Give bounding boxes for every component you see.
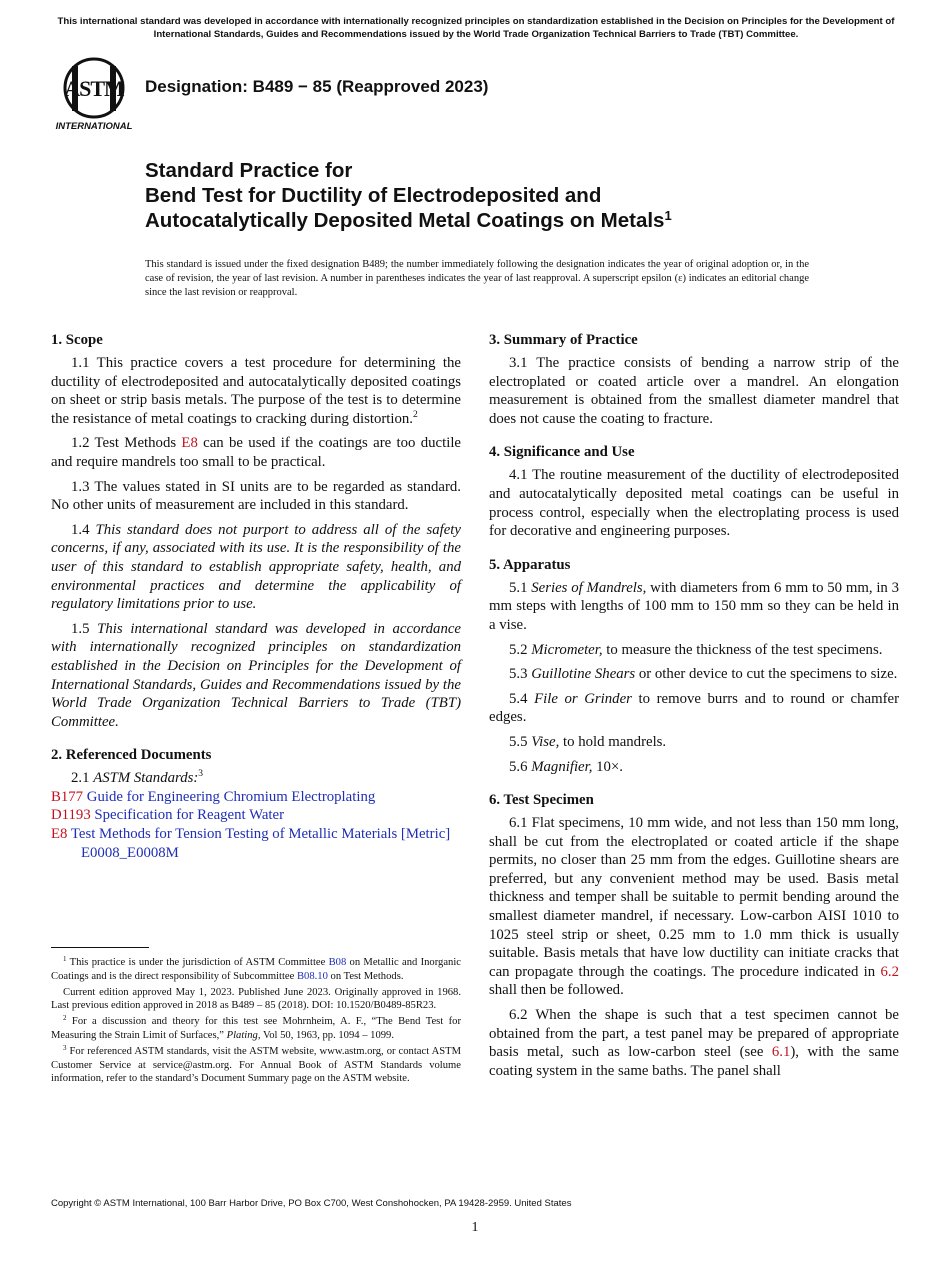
- summary-heading: 3. Summary of Practice: [489, 332, 638, 348]
- reference-code[interactable]: E8: [51, 826, 68, 843]
- para-1-5-text: This international standard was developed in accordance with internationally recognized principles on standardization established in the Decision on Principles for the Development of International Standards, Guides and Recommendations issued by the World Trade Organization Technical Barriers to Trade (TBT) Committee.: [51, 620, 461, 730]
- apparatus-text: to remove burrs and to round or chamfer edges.: [489, 690, 899, 726]
- apparatus-term: File or Grinder: [534, 690, 632, 707]
- title-line-3: [145, 208, 865, 233]
- apparatus-text: to hold mandrels.: [559, 733, 667, 750]
- logo-lettering: ASTM: [64, 76, 124, 101]
- document-title: [145, 158, 865, 233]
- para-4-1: 4.1 The routine measurement of the ductility of electrodeposited and autocatalytically deposited metal coatings can be useful in process control, especially when the electroplating process is used for decorative and engineering purposes.: [489, 467, 899, 540]
- page-number: 1: [471, 1220, 479, 1235]
- wto-notice: This international standard was developed in accordance with internationally recognized principles on standardization established in the Decision on Principles for the Development of International Standards, Guides and Recommendations issued by the World Trade Organization Technical Barriers to Trade (TBT) Committee.: [57, 16, 895, 40]
- link-6-1[interactable]: 6.1: [771, 1044, 791, 1061]
- reference-title[interactable]: Specification for Reagent Water: [90, 807, 285, 824]
- apparatus-text: to measure the thickness of the test specimens.: [602, 641, 883, 658]
- apparatus-item: [489, 690, 899, 727]
- title-line-2: Bend Test for Ductility of Electrodeposited and: [145, 184, 602, 207]
- footnote-1-text-c: on Test Methods.: [327, 970, 404, 982]
- para-1-4-num: 1.4: [71, 521, 96, 538]
- logo-sub: INTERNATIONAL: [55, 121, 133, 132]
- footnote-3: [51, 1045, 461, 1086]
- title-line-1: Standard Practice for: [145, 159, 353, 182]
- significance-heading: 4. Significance and Use: [489, 444, 635, 461]
- footnote-2-journal: Plating,: [226, 1029, 261, 1041]
- apparatus-item: [489, 641, 899, 660]
- footnote-3-mark: 3: [63, 1043, 67, 1052]
- para-1-5-num: 1.5: [71, 620, 98, 637]
- apparatus-text: 10×.: [592, 758, 623, 775]
- footnote-ref-2[interactable]: 2: [413, 409, 418, 420]
- reference-title[interactable]: Test Methods for Tension Testing of Metallic Materials [Metric] E0008_E0008M: [67, 826, 451, 861]
- para-1-4-text: This standard does not purport to address all of the safety concerns, if any, associated with its use. It is the responsibility of the user of this standard to establish appropriate safety, health, and environmental practices and determine the applicability of regulatory limitations prior to use.: [51, 521, 461, 613]
- apparatus-item: [489, 733, 899, 752]
- copyright: Copyright © ASTM International, 100 Barr Harbor Drive, PO Box C700, West Conshohocken, PA 19428-2959. United States: [51, 1198, 572, 1209]
- apparatus-num: 5.6: [509, 758, 532, 775]
- apparatus-heading: 5. Apparatus: [489, 556, 571, 573]
- reference-title[interactable]: Guide for Engineering Chromium Electroplating: [83, 788, 376, 805]
- reference-lead-text: ASTM Standards:: [93, 770, 199, 787]
- apparatus-num: 5.4: [509, 690, 535, 707]
- referenced-heading: 2. Referenced Documents: [51, 747, 212, 764]
- astm-logo-icon: [52, 54, 136, 134]
- title-line-3-text: Autocatalytically Deposited Metal Coatings on Metals: [145, 209, 665, 232]
- section-significance: [489, 442, 899, 540]
- section-summary: [489, 330, 899, 428]
- reference-lead-num: 2.1: [71, 770, 94, 787]
- para-1-1: [51, 354, 461, 428]
- footnote-divider: [51, 947, 149, 948]
- para-1-1-text: 1.1 This practice covers a test procedure for determining the ductility of electrodeposited and autocatalytically deposited coatings on sheet or strip basis metals. The purpose of the test is to determine the resistance of metal coatings to cracking during distortion.: [51, 355, 461, 427]
- section-scope: [51, 330, 461, 731]
- para-1-2-text-b: can be used if the coatings are too ductile and require mandrels too small to be practical.: [51, 435, 462, 470]
- link-6-2[interactable]: 6.2: [880, 963, 899, 980]
- footnote-2-text-b: Vol 50, 1963, pp. 1094 – 1099.: [260, 1029, 394, 1041]
- reference-item[interactable]: [51, 825, 461, 862]
- apparatus-num: 5.1: [509, 579, 532, 596]
- footnote-2: [51, 1015, 461, 1043]
- apparatus-item: [489, 665, 899, 684]
- reference-code[interactable]: B177: [51, 788, 84, 805]
- para-3-1: 3.1 The practice consists of bending a narrow strip of the electroplated or coated article over a mandrel. An elongation measurement is obtained from the smallest diameter mandrel that does not cause the coating to fracture.: [489, 355, 899, 427]
- para-1-5: [51, 620, 461, 732]
- issue-note: This standard is issued under the fixed designation B489; the number immediately following the designation indicates the year of original adoption or, in the case of revision, the year of last revision. A number in parentheses indicates the year of last reapproval. A superscript epsilon (ε) indicates an editorial change since the last revision or reapproval.: [145, 259, 809, 299]
- apparatus-term: Guillotine Shears: [531, 666, 636, 683]
- apparatus-num: 5.2: [509, 641, 532, 658]
- para-1-2: [51, 434, 461, 471]
- apparatus-item: [489, 758, 899, 777]
- para-1-2-text-a: 1.2 Test Methods: [71, 435, 182, 452]
- section-referenced-documents: [51, 745, 461, 862]
- link-e8[interactable]: E8: [181, 435, 198, 452]
- para-1-3: 1.3 The values stated in SI units are to be regarded as standard. No other units of measurement are included in this standard.: [51, 478, 461, 514]
- footnote-1-text-b: on Metallic and Inorganic Coatings and is the direct responsibility of Subcommittee: [51, 957, 461, 982]
- apparatus-num: 5.3: [509, 666, 532, 683]
- para-6-1-text-a: 6.1 Flat specimens, 10 mm wide, and not less than 150 mm long, shall be cut from the electroplated or coated article if the shape permits, no closer than 25 mm from the edges. Guillotine shears are preferred, but any convenient method may be used. Basis metal thickness and temper shall be suitable to permit bending around the smallest diameter mandrel, if necessary. Low-carbon AISI 1010 to 1025 steel strip or sheet, 0.25 mm to 1.0 mm thick is usually suitable. Basis metals that have low ductility can initiate cracks that can propagate through the coatings. The procedure indicated in: [489, 815, 899, 980]
- reference-item[interactable]: [51, 788, 461, 807]
- para-6-2-text-a: 6.2 When the shape is such that a test specimen cannot be obtained from the part, a test panel may be prepared of appropriate basis metal, such as low-carbon steel (see: [489, 1007, 899, 1061]
- apparatus-term: Series of Mandrels,: [531, 579, 647, 596]
- right-column: [489, 330, 899, 1094]
- scope-heading: 1. Scope: [51, 332, 103, 348]
- para-6-1: [489, 814, 899, 1000]
- link-b08-10[interactable]: B08.10: [296, 970, 328, 982]
- section-apparatus: [489, 555, 899, 776]
- reference-list: [51, 769, 461, 862]
- para-1-4: [51, 521, 461, 614]
- specimen-heading: 6. Test Specimen: [489, 792, 594, 809]
- footnote-1: [51, 956, 461, 984]
- apparatus-term: Vise,: [531, 733, 560, 750]
- footnote-1-mark: 1: [63, 955, 67, 963]
- apparatus-item: [489, 579, 899, 635]
- para-6-1-text-b: shall then be followed.: [489, 982, 624, 999]
- footnotes: [51, 956, 461, 1088]
- link-b08[interactable]: B08: [328, 957, 347, 968]
- title-footnote-ref[interactable]: 1: [664, 208, 672, 223]
- left-column: [51, 330, 461, 876]
- apparatus-num: 5.5: [509, 733, 532, 750]
- para-6-2-text-b: ), with the same coating system in the same baths. The panel shall: [489, 1044, 900, 1079]
- footnote-2-text-a: For a discussion and theory for this test see Mohrnheim, A. F., “The Bend Test for Measuring the Strain Limit of Surfaces,”: [51, 1016, 461, 1041]
- reference-item[interactable]: [51, 806, 461, 825]
- edition-note: Current edition approved May 1, 2023. Published June 2023. Originally approved in 1968. Last previous edition approved in 2018 as B489 – 85 (2018). DOI: 10.1520/B0489-85R23.: [51, 986, 461, 1012]
- apparatus-text: or other device to cut the specimens to size.: [635, 666, 898, 683]
- apparatus-text: with diameters from 6 mm to 50 mm, in 3 mm steps with lengths of 100 mm to 150 mm so they can be held in a vise.: [489, 579, 899, 633]
- designation: Designation: B489 − 85 (Reapproved 2023): [145, 77, 489, 96]
- reference-code[interactable]: D1193: [51, 807, 91, 824]
- para-6-2: [489, 1006, 899, 1080]
- footnote-1-text-a: This practice is under the jurisdiction of ASTM Committee: [69, 957, 329, 968]
- section-test-specimen: [489, 790, 899, 1080]
- footnote-ref-3[interactable]: 3: [198, 769, 204, 780]
- footnote-2-mark: 2: [63, 1014, 67, 1023]
- apparatus-term: Magnifier,: [531, 758, 593, 775]
- footnote-3-text: For referenced ASTM standards, visit the ASTM website, www.astm.org, or contact ASTM Customer Service at service@astm.org. For Annual Book of ASTM Standards volume information, refer to the standard’s Document Summary page on the ASTM website.: [51, 1045, 461, 1085]
- apparatus-term: Micrometer,: [531, 641, 603, 658]
- reference-lead: [51, 769, 461, 788]
